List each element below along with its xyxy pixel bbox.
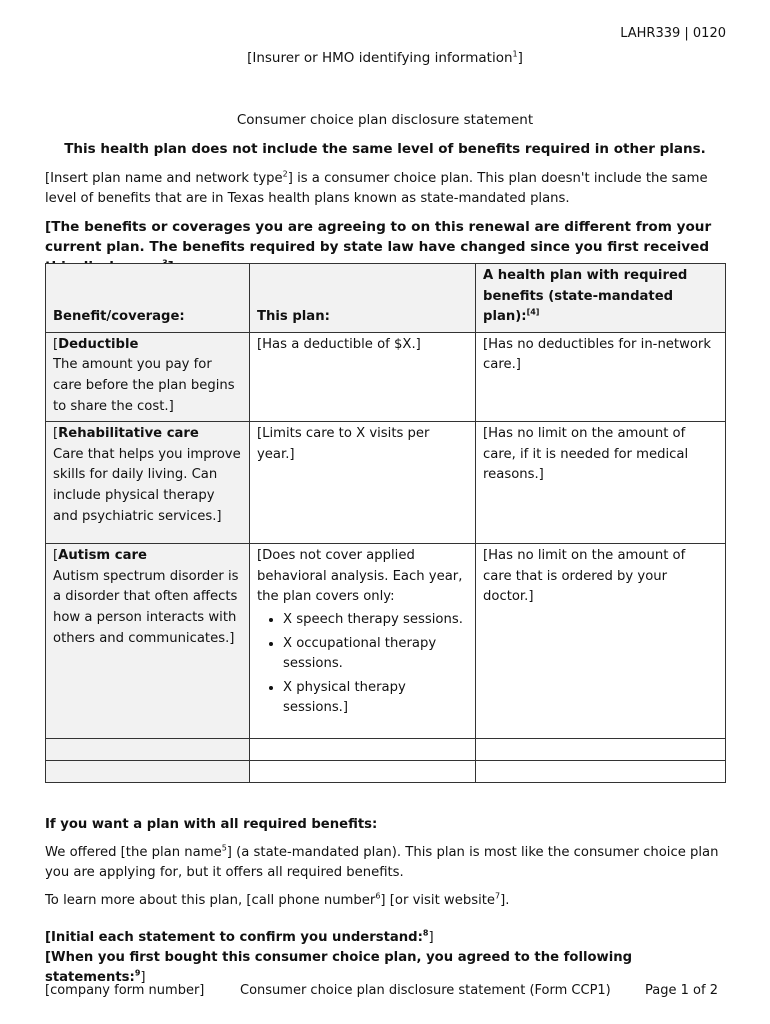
agreed-close: ] (140, 970, 146, 985)
header-this-plan: This plan: (250, 264, 476, 333)
list-item: • X physical therapy sessions.] (283, 678, 468, 719)
footnote-ref: 9 (134, 968, 141, 978)
renewal-text: [The benefits or coverages you are agreeing to on this renewal are different from your current plan. The benefits required by state law have changed since you first received (45, 219, 712, 255)
offered-text: We offered [the plan name (45, 845, 222, 860)
form-code: LAHR339 | 0120 (620, 26, 726, 41)
footnote-ref: 2 (282, 169, 288, 179)
table-row-empty (46, 761, 726, 783)
footnote-ref: 6 (375, 891, 381, 901)
this-plan-intro: [Does not cover applied behavioral analysis. Each year, the plan covers only: (257, 548, 463, 605)
agreed-text: [When you first bought this consumer choice plan, you agreed to the following statements: (45, 950, 633, 985)
offered-text-rest: ] (a state-mandated plan). This plan is most like the consumer choice plan you are applying for, but it offers all required benefits. (45, 845, 719, 880)
intro-text-rest: ] is a consumer choice plan. This plan doesn't include the same level of benefits that are in Texas health plans known as state-mandated plans. (45, 171, 708, 206)
header-state-mandated (476, 264, 726, 333)
empty-cell (250, 761, 476, 783)
benefit-title: Rehabilitative care (58, 426, 199, 442)
this-plan-cell (250, 544, 476, 739)
benefit-description: The amount you pay for care before the plan begins to share the cost.] (53, 357, 235, 414)
insurer-text: [Insurer or HMO identifying information (247, 50, 513, 66)
header-state-mandated-text: A health plan with required benefits (state-mandated plan): (483, 268, 688, 325)
document-title: Consumer choice plan disclosure statement (236, 112, 534, 128)
learn-more-paragraph (45, 891, 735, 911)
footnote-ref: [4] (526, 307, 540, 317)
benefit-description: Care that helps you improve skills for daily living. Can include physical therapy and psychiatric services.] (53, 446, 241, 524)
benefits-comparison-table (45, 263, 726, 783)
empty-cell (250, 739, 476, 761)
empty-cell (476, 761, 726, 783)
benefit-description: Autism spectrum disorder is a disorder that often affects how a person interacts with others and communicates.] (53, 568, 239, 646)
agreed-statements (45, 948, 735, 988)
table-row-deductible (46, 332, 726, 421)
mandated-plan-cell: [Has no deductibles for in-network care.] (476, 332, 726, 421)
benefit-cell (46, 544, 250, 739)
initial-statements (45, 928, 735, 948)
all-benefits-heading: If you want a plan with all required benefits: (45, 817, 378, 832)
intro-text: [Insert plan name and network type (45, 171, 283, 186)
headline: This health plan does not include the same level of benefits required in other plans. (64, 141, 706, 157)
benefit-cell (46, 332, 250, 421)
initial-text: [Initial each statement to confirm you understand: (45, 930, 423, 945)
benefit-title: Deductible (58, 336, 139, 352)
initial-close: ] (428, 930, 434, 945)
table-row-empty (46, 739, 726, 761)
footnote-ref: 1 (512, 49, 518, 59)
benefit-cell (46, 422, 250, 544)
this-plan-cell: [Limits care to X visits per year.] (250, 422, 476, 544)
this-plan-cell: [Has a deductible of $X.] (250, 332, 476, 421)
learn-text: To learn more about this plan, [call phone number (45, 893, 376, 908)
learn-text-end: ]. (500, 893, 510, 908)
empty-cell (476, 739, 726, 761)
list-item: • X occupational therapy sessions. (283, 634, 468, 675)
insurer-identifying-info (0, 50, 770, 66)
covered-sessions-list (257, 610, 468, 719)
open-bracket: [ (53, 336, 59, 352)
footer-form-title: Consumer choice plan disclosure statement (Form CCP1) (240, 983, 611, 998)
empty-cell (46, 761, 250, 783)
table-row-autism (46, 544, 726, 739)
table-header-row (46, 264, 726, 333)
intro-paragraph (45, 169, 735, 209)
insurer-close: ] (517, 50, 523, 66)
list-item: • X speech therapy sessions. (283, 610, 468, 631)
footnote-ref: 5 (221, 843, 227, 853)
footer-page-number: Page 1 of 2 (645, 983, 718, 998)
benefit-title: Autism care (58, 548, 147, 564)
footnote-ref: 8 (422, 928, 429, 938)
mandated-plan-cell: [Has no limit on the amount of care that is ordered by your doctor.] (476, 544, 726, 739)
mandated-plan-cell: [Has no limit on the amount of care, if it is needed for medical reasons.] (476, 422, 726, 544)
footer-company-form-number: [company form number] (45, 983, 205, 998)
offered-plan-paragraph (45, 843, 735, 883)
open-bracket: [ (53, 548, 59, 564)
footnote-ref: 7 (495, 891, 501, 901)
header-benefit: Benefit/coverage: (46, 264, 250, 333)
learn-text-mid: ] [or visit website (380, 893, 496, 908)
empty-cell (46, 739, 250, 761)
open-bracket: [ (53, 426, 59, 442)
table-row-rehabilitative (46, 422, 726, 544)
